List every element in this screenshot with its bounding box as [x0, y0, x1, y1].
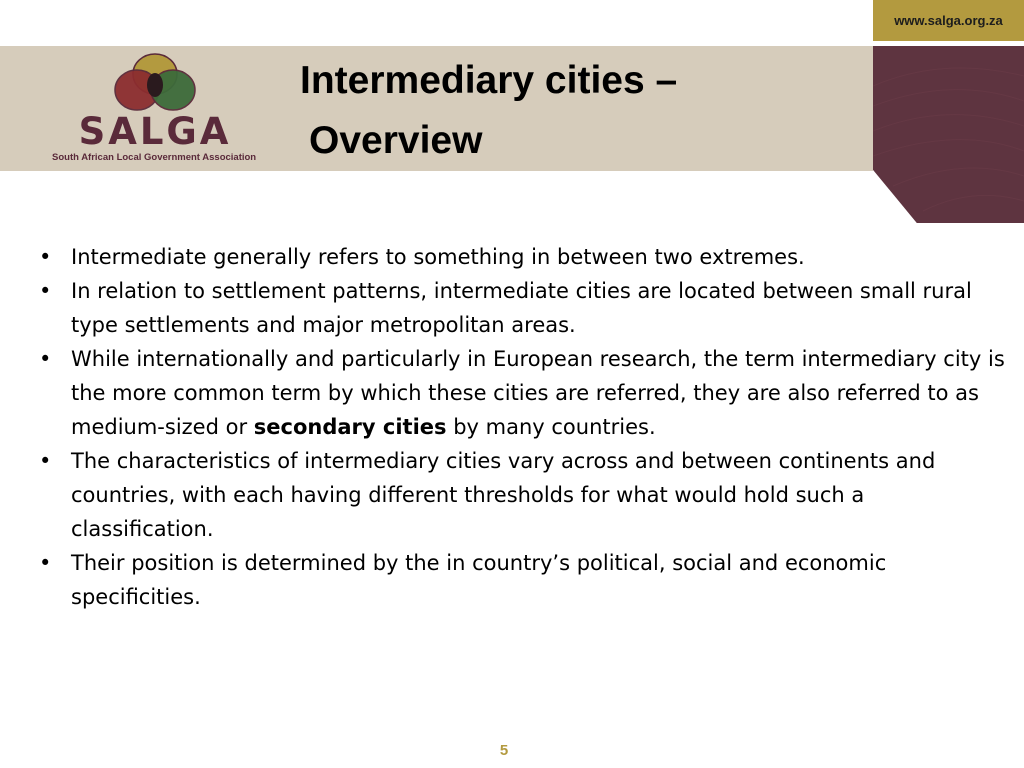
bullet-text: In relation to settlement patterns, intermediate cities are located between small rural type settlements and major metropolitan areas.: [71, 279, 972, 337]
corner-decoration: [873, 46, 1024, 223]
logo-wordmark: SALGA: [78, 110, 232, 153]
website-url-badge[interactable]: www.salga.org.za: [873, 0, 1024, 41]
title-line-1: Intermediary cities –: [300, 59, 678, 102]
bullet-item: [36, 274, 1011, 342]
bullet-item: [36, 546, 1011, 614]
corner-texture: [873, 46, 1024, 223]
bullet-text-after: by many countries.: [446, 415, 656, 439]
bullet-text: Intermediate generally refers to something in between two extremes.: [71, 245, 805, 269]
bullet-list: [36, 240, 1011, 614]
logo-subtitle: South African Local Government Association: [52, 152, 257, 163]
bullet-text: The characteristics of intermediary cities vary across and between continents and countries, with each having different thresholds for what would hold such a classification.: [71, 449, 936, 541]
bullet-item: [36, 240, 1011, 274]
bullet-item: [36, 342, 1011, 444]
bullet-item: [36, 444, 1011, 546]
bullet-text-before: While internationally and particularly in European research, the term intermediary city is the more common term by which these cities are referred, they are also referred to as medium-sized or: [71, 347, 1005, 439]
bullet-text: Their position is determined by the in country’s political, social and economic specificities.: [71, 551, 887, 609]
salga-logo: [50, 52, 260, 164]
bullet-bold-term: secondary cities: [253, 415, 447, 439]
title-line-2: Overview: [309, 119, 483, 162]
page-number: 5: [499, 742, 509, 759]
slide-title: [300, 51, 677, 171]
logo-rings-icon: [109, 52, 201, 114]
